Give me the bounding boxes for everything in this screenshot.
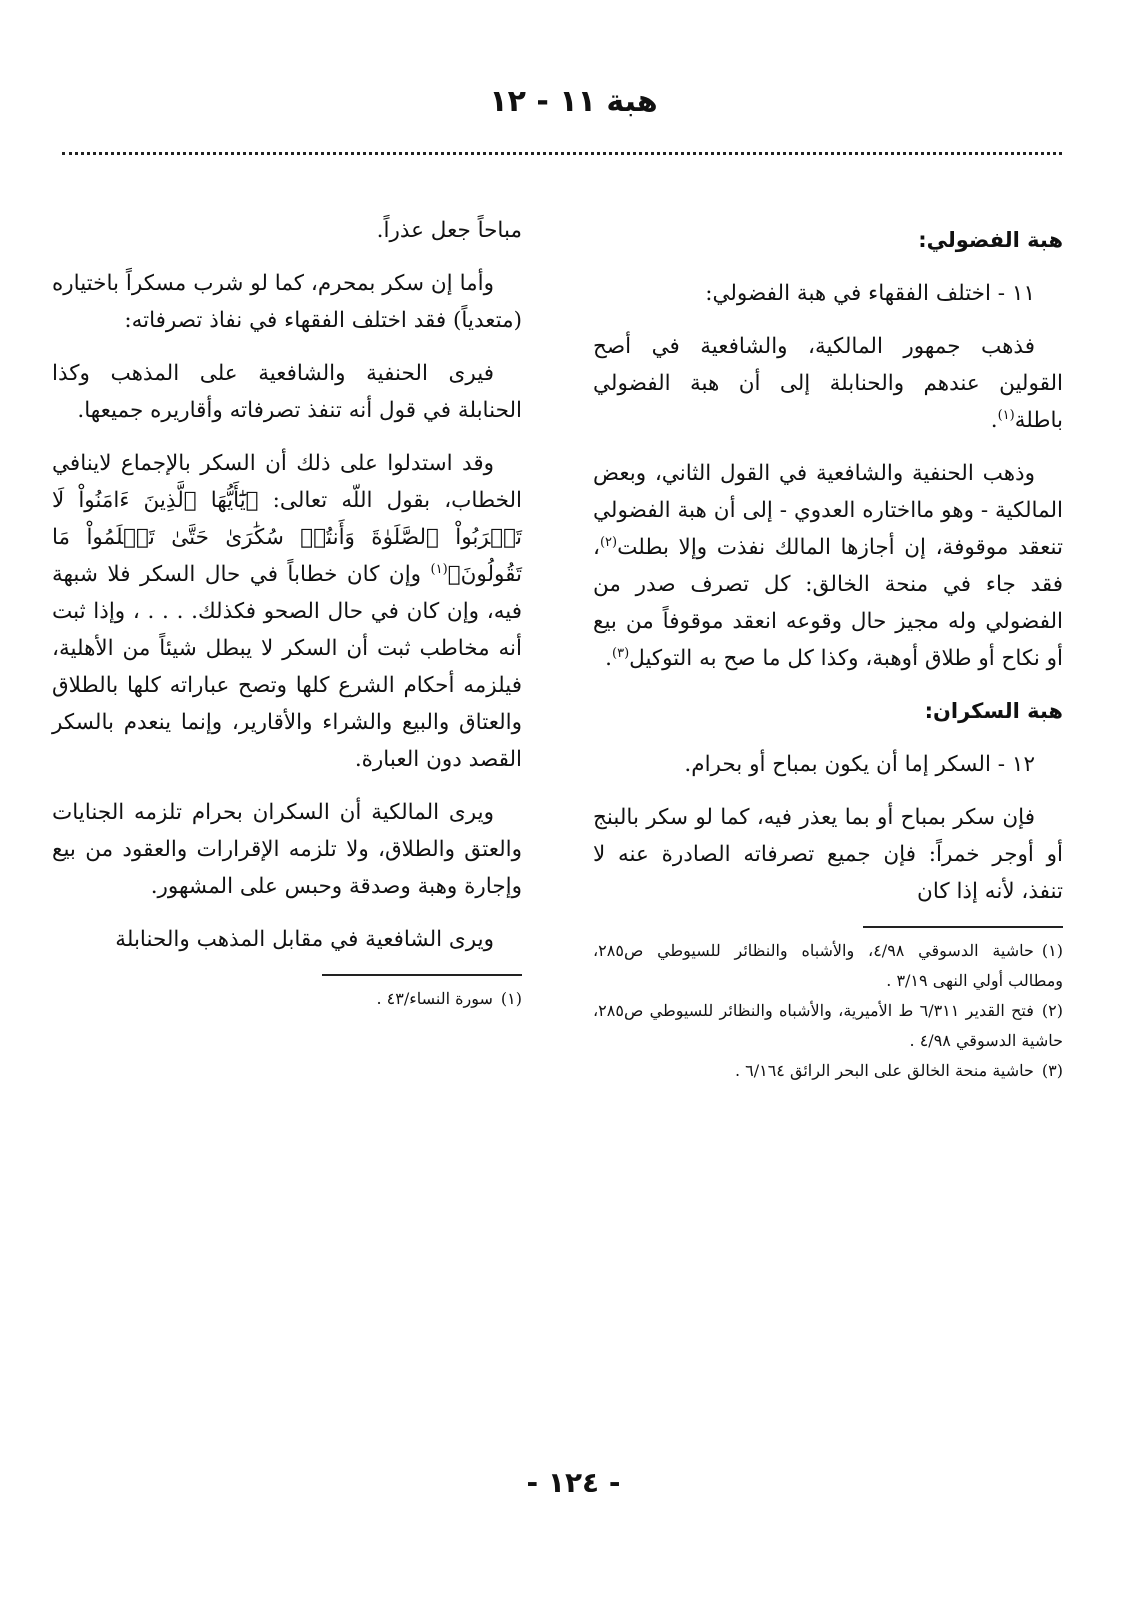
footnote-divider bbox=[863, 926, 1063, 928]
footnote-text: سورة النساء/٤٣ . bbox=[376, 989, 493, 1008]
paragraph-end: . bbox=[605, 646, 613, 671]
footnote-ref: (١) bbox=[997, 407, 1015, 423]
header-dotted-rule bbox=[62, 152, 1062, 155]
paragraph-end: . bbox=[990, 408, 998, 433]
paragraph-shafii-alt-view: ويرى الشافعية في مقابل المذهب والحنابلة bbox=[115, 927, 494, 952]
section-11-title: ١١ - اختلف الفقهاء في هبة الفضولي: bbox=[705, 281, 1035, 306]
footnote-mark: (١) bbox=[1041, 941, 1064, 960]
page-number: - ١٢٤ - bbox=[526, 1466, 621, 1499]
paragraph-evidence bbox=[52, 445, 522, 778]
quran-verse: ﴿يَٰٓأَيُّهَا ٱلَّذِينَ ءَامَنُواْ لَا تَقۡرَبُواْ ٱلصَّلَوٰةَ وَأَنتُمۡ سُكَٰرَىٰ حَتَّىٰ تَعۡلَمُواْ مَا تَقُولُونَ﴾ bbox=[52, 488, 523, 587]
paragraph-text-cont: ، فقد جاء في منحة الخالق: كل تصرف صدر من الفضولي وله مجيز حال وقوعه انعقد موقوفاً من بيع أو نكاح أو طلاق أوهبة، وكذا كل ما صح به التوكيل bbox=[593, 535, 1063, 671]
footnote-mark: (٣) bbox=[1041, 1061, 1063, 1080]
footnote-item bbox=[593, 1056, 1063, 1086]
paragraph-majority-view bbox=[593, 328, 1063, 439]
footnote-ref: (١) bbox=[430, 561, 448, 577]
paragraph-text: وقد استدلوا على ذلك أن السكر بالإجماع لاينافي الخطاب، بقول اللّه تعالى: bbox=[52, 451, 522, 513]
footnote-text: حاشية الدسوقي ٤/٩٨، والأشباه والنظائر للسيوطي ص٢٨٥، ومطالب أولي النهى ٣/١٩ . bbox=[593, 941, 1063, 990]
paragraph-hanafi-view bbox=[593, 455, 1063, 677]
footnote-divider bbox=[322, 974, 522, 976]
section-12-title: ١٢ - السكر إما أن يكون بمباح أو بحرام. bbox=[684, 752, 1035, 777]
heading-drunk-gift: هبة السكران: bbox=[924, 699, 1063, 723]
running-header: هبة ١١ - ١٢ bbox=[489, 84, 658, 119]
footnote-ref: (٣) bbox=[612, 645, 630, 661]
paragraph-maliki-view: ويرى المالكية أن السكران بحرام تلزمه الجنايات والعتق والطلاق، ولا تلزمه الإقرارات والعقود من بيع وإجارة وهبة وصدقة وحبس على المشهور. bbox=[52, 800, 522, 899]
footnote-ref: (٢) bbox=[599, 534, 618, 550]
right-column bbox=[593, 212, 1063, 1086]
paragraph-forbidden-intoxication: وأما إن سكر بمحرم، كما لو شرب مسكراً باختياره (متعدياً) فقد اختلف الفقهاء في نفاذ تصرفاته: bbox=[52, 271, 522, 333]
footnote-text: حاشية منحة الخالق على البحر الرائق ٦/١٦٤ . bbox=[734, 1061, 1034, 1080]
footnote-item bbox=[52, 984, 522, 1014]
footnote-item bbox=[593, 936, 1063, 996]
footnotes-left bbox=[52, 984, 522, 1014]
paragraph-text-cont: وإن كان خطاباً في حال السكر فلا شبهة فيه، وإن كان في حال الصحو فكذلك. . . . ، وإذا ثبت أنه مخاطب ثبت أن السكر لا يبطل شيئاً من الأهلية، فيلزمه أحكام الشرع كلها وتصح عباراته كلها بالطلاق والعتاق والبيع والشراء والأقارير، وإنما ينعدم بالسكر القصد دون العبارة. bbox=[52, 562, 522, 772]
footnote-mark: (١) bbox=[500, 989, 522, 1008]
paragraph-permitted-intoxication: فإن سكر بمباح أو بما يعذر فيه، كما لو سكر بالبنج أو أوجر خمراً: فإن جميع تصرفاته الصادرة عنه لا تنفذ، لأنه إذا كان bbox=[593, 805, 1063, 904]
footnotes-right bbox=[593, 936, 1063, 1086]
paragraph-text: فذهب جمهور المالكية، والشافعية في أصح القولين عندهم والحنابلة إلى أن هبة الفضولي باطلة bbox=[593, 334, 1063, 433]
heading-fuduli-gift: هبة الفضولي: bbox=[918, 228, 1063, 252]
paragraph-text: وذهب الحنفية والشافعية في القول الثاني، وبعض المالكية - وهو مااختاره العدوي - إلى أن هبة الفضولي تنعقد موقوفة، إن أجازها المالك نفذت وإلا بطلت bbox=[593, 461, 1063, 560]
paragraph-hanafi-shafii-view: فيرى الحنفية والشافعية على المذهب وكذا الحنابلة في قول أنه تنفذ تصرفاته وأقاريره جميعها. bbox=[52, 361, 522, 423]
paragraph-continuation: مباحاً جعل عذراً. bbox=[376, 218, 522, 243]
footnote-mark: (٢) bbox=[1041, 1001, 1063, 1020]
footnote-text: فتح القدير ٦/٣١١ ط الأميرية، والأشباه والنظائر للسيوطي ص٢٨٥، حاشية الدسوقي ٤/٩٨ . bbox=[593, 1001, 1063, 1050]
footnote-item bbox=[593, 996, 1063, 1056]
left-column bbox=[52, 212, 522, 1014]
